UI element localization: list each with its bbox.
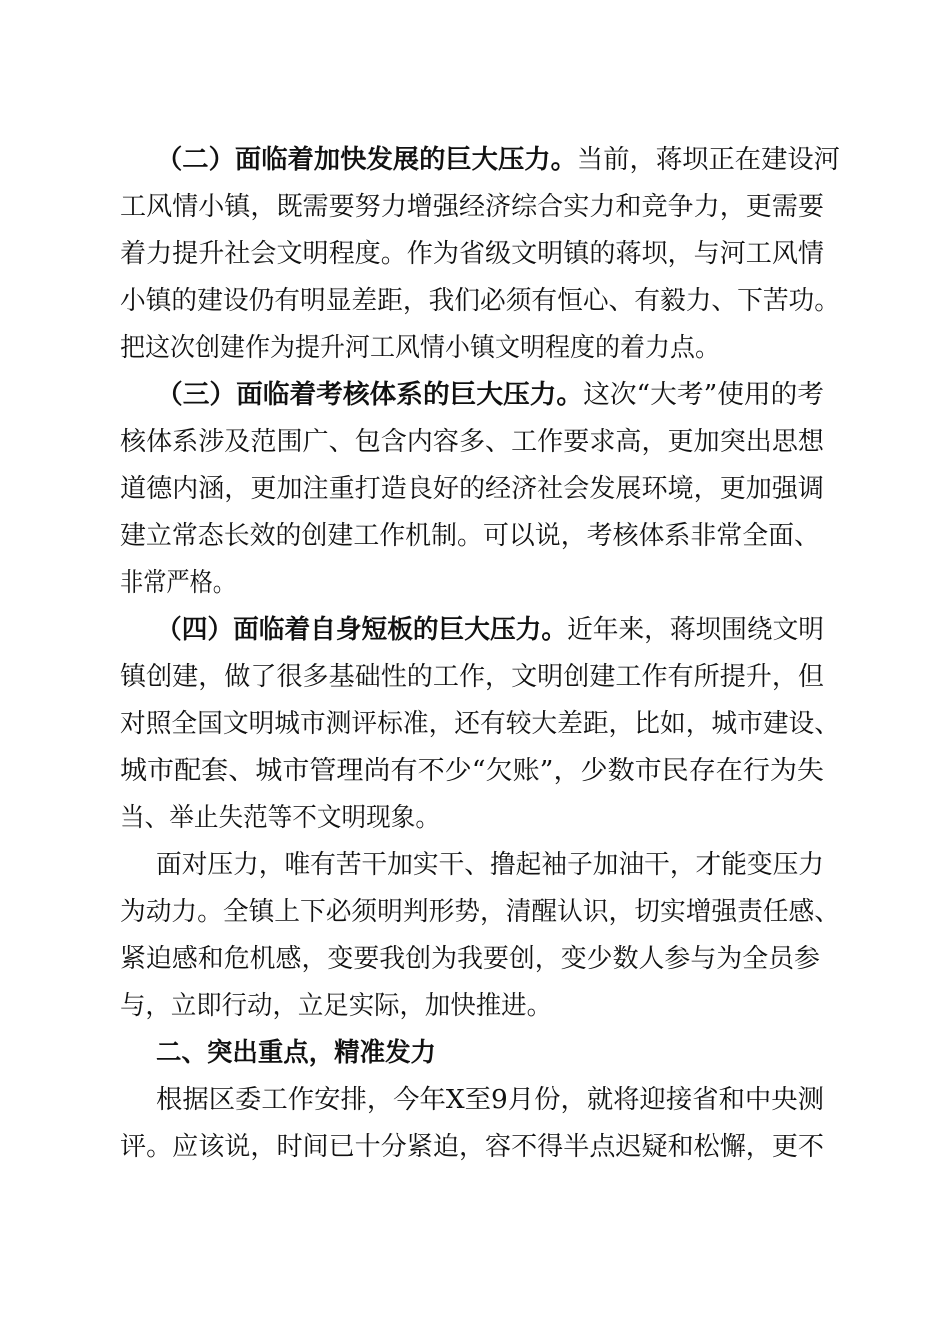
paragraph-3-lead: （三）面临着考核体系的巨大压力。 [156, 380, 584, 410]
paragraph-6-line-1: 根据区委工作安排，今年X至9月份，就将迎接省和中央测 [156, 1085, 824, 1115]
paragraph-5-line-3: 紧迫感和危机感，变要我创为我要创，变少数人参与为全员参 [120, 944, 820, 974]
paragraph-5-line-1: 面对压力，唯有苦干加实干、撸起袖子加油干，才能变压力 [156, 850, 824, 880]
paragraph-5-line-4: 与，立即行动，立足实际，加快推进。 [120, 991, 552, 1021]
paragraph-2-line-2: 工风情小镇，既需要努力增强经济综合实力和竞争力，更需要 [120, 192, 824, 222]
paragraph-4-text: 近年来，蒋坝围绕文明 [567, 615, 824, 645]
paragraph-2-line-4: 小镇的建设仍有明显差距，我们必须有恒心、有毅力、下苦功。 [120, 286, 840, 316]
section-heading: 二、突出重点，精准发力 [156, 1038, 436, 1068]
paragraph-3-line-4: 建立常态长效的创建工作机制。可以说，考核体系非常全面、 [120, 521, 820, 551]
paragraph-3-text: 这次“大考”使用的考 [583, 380, 824, 410]
paragraph-3-line-2: 核体系涉及范围广、包含内容多、工作要求高，更加突出思想 [120, 427, 824, 457]
paragraph-4-line-1 [156, 608, 876, 652]
paragraph-3-line-3: 道德内涵，更加注重打造良好的经济社会发展环境，更加强调 [120, 474, 824, 504]
paragraph-3-line-5: 非常严格。 [120, 568, 236, 598]
paragraph-3-line-1 [156, 373, 876, 417]
paragraph-2-line-1 [156, 138, 876, 182]
paragraph-4-lead: （四）面临着自身短板的巨大压力。 [156, 615, 568, 645]
paragraph-2-line-5: 把这次创建作为提升河工风情小镇文明程度的着力点。 [120, 333, 720, 363]
paragraph-4-line-5: 当、举止失范等不文明现象。 [120, 803, 440, 833]
paragraph-4-line-4: 城市配套、城市管理尚有不少“欠账”，少数市民存在行为失 [120, 756, 824, 786]
paragraph-5-line-2: 为动力。全镇上下必须明判形势，清醒认识，切实增强责任感、 [120, 897, 840, 927]
paragraph-4-line-3: 对照全国文明城市测评标准，还有较大差距，比如，城市建设、 [120, 709, 840, 739]
paragraph-6-line-2: 评。应该说，时间已十分紧迫，容不得半点迟疑和松懈，更不 [120, 1132, 824, 1162]
paragraph-2-text: 当前，蒋坝正在建设河 [576, 145, 840, 175]
paragraph-2-line-3: 着力提升社会文明程度。作为省级文明镇的蒋坝，与河工风情 [120, 239, 824, 269]
paragraph-4-line-2: 镇创建，做了很多基础性的工作，文明创建工作有所提升，但 [120, 662, 824, 692]
paragraph-2-lead: （二）面临着加快发展的巨大压力。 [156, 145, 577, 175]
